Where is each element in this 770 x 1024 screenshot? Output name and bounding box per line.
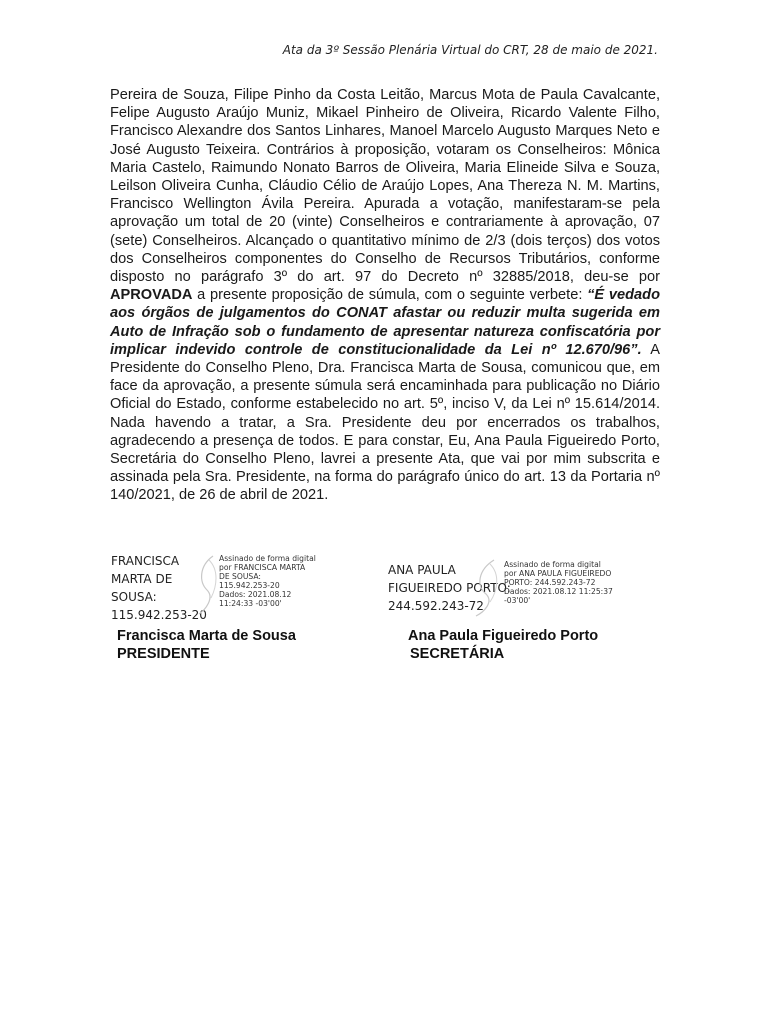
digital-line: Assinado de forma digital	[504, 560, 601, 569]
stamp-line: 244.592.243-72	[388, 599, 484, 613]
signatory-name: Francisca Marta de Sousa	[117, 628, 296, 644]
digital-signature-info	[219, 554, 316, 608]
signatory-name-role	[117, 627, 296, 663]
digital-line: Dados: 2021.08.12	[219, 590, 292, 599]
digital-line: 11:24:33 -03'00'	[219, 599, 282, 608]
stamp-line: FIGUEIREDO PORTO:	[388, 581, 511, 595]
stamp-line: MARTA DE	[111, 572, 173, 586]
digital-line: PORTO: 244.592.243-72	[504, 578, 596, 587]
digital-line: -03'00'	[504, 596, 531, 605]
stamp-line: FRANCISCA	[111, 554, 180, 568]
signatory-name-role	[408, 627, 598, 663]
signatory-name: Ana Paula Figueiredo Porto	[408, 628, 599, 644]
digital-line: Dados: 2021.08.12 11:25:37	[504, 587, 613, 596]
body-text-part3: A Presidente do Conselho Pleno, Dra. Francisca Marta de Sousa, comunicou que, em face da aprovação, a presente súmula será encaminhada para publicação no Diário Oficial do Estado, conforme estabelecido no art. 5º, inciso V, da Lei nº 15.614/2014. Nada havendo a tratar, a Sra. Presidente deu por encerrados os trabalhos, agradecendo a presença de todos. E para constar, Eu, Ana Paula Figueiredo Porto, Secretária do Conselho Pleno, lavrei a presente Ata, que vai por mim subscrita e assinada pela Sra. Presidente, na forma do parágrafo único do art. 13 da Portaria nº 140/2021, de 26 de abril de 2021.	[110, 341, 660, 504]
signatory-role: PRESIDENTE	[117, 646, 210, 662]
digital-line: por ANA PAULA FIGUEIREDO	[504, 569, 612, 578]
stamp-line: 115.942.253-20	[111, 608, 207, 622]
minutes-body	[110, 86, 660, 505]
signature-stamp-name	[111, 552, 207, 624]
digital-line: Assinado de forma digital	[219, 554, 316, 563]
digital-line: por FRANCISCA MARTA	[219, 563, 306, 572]
digital-signature-info	[504, 560, 613, 605]
stamp-line: ANA PAULA	[388, 563, 456, 577]
signatory-role: SECRETÁRIA	[410, 646, 505, 662]
document-header: Ata da 3º Sessão Plenária Virtual do CRT, 28 de maio de 2021.	[282, 43, 658, 57]
digital-line: DE SOUSA:	[219, 572, 261, 581]
body-text-part1: Pereira de Souza, Filipe Pinho da Costa Leitão, Marcus Mota de Paula Cavalcante, Felipe Augusto Araújo Muniz, Mikael Pinheiro de Oliveira, Ricardo Valente Filho, Francisco Alexandre dos Santos Linhares, Manoel Marcelo Augusto Marques Neto e José Augusto Teixeira. Contrários à proposição, votaram os Conselheiros: Mônica Maria Castelo, Raimundo Nonato Barros de Oliveira, Maria Elineide Silva e Souza, Leilson Oliveira Cunha, Cláudio Célio de Araújo Lopes, Ana Thereza N. M. Martins, Francisco Wellington Ávila Pereira. Apurada a votação, manifestaram-se pela aprovação um total de 20 (vinte) Conselheiros e contrariamente à aprovação, 07 (sete) Conselheiros. Alcançado o quantitativo mínimo de 2/3 (dois terços) dos votos dos Conselheiros componentes do Conselho de Recursos Tributários, conforme disposto no parágrafo 3º do art. 97 do Decreto nº 32885/2018, deu-se por	[110, 87, 660, 286]
approved-label: APROVADA	[110, 287, 193, 304]
digital-line: 115.942.253-20	[219, 581, 280, 590]
signature-flourish-icon	[470, 556, 506, 618]
body-text-part2: a presente proposição de súmula, com o seguinte verbete:	[192, 287, 588, 304]
stamp-line: SOUSA:	[111, 590, 157, 604]
verbete-text: “É vedado aos órgãos de julgamentos do CONAT afastar ou reduzir multa sugerida em Auto de Infração sob o fundamento de apresentar natureza confiscatória por implicar indevido controle de constitucionalidade da Lei nº 12.670/96”.	[110, 287, 660, 358]
